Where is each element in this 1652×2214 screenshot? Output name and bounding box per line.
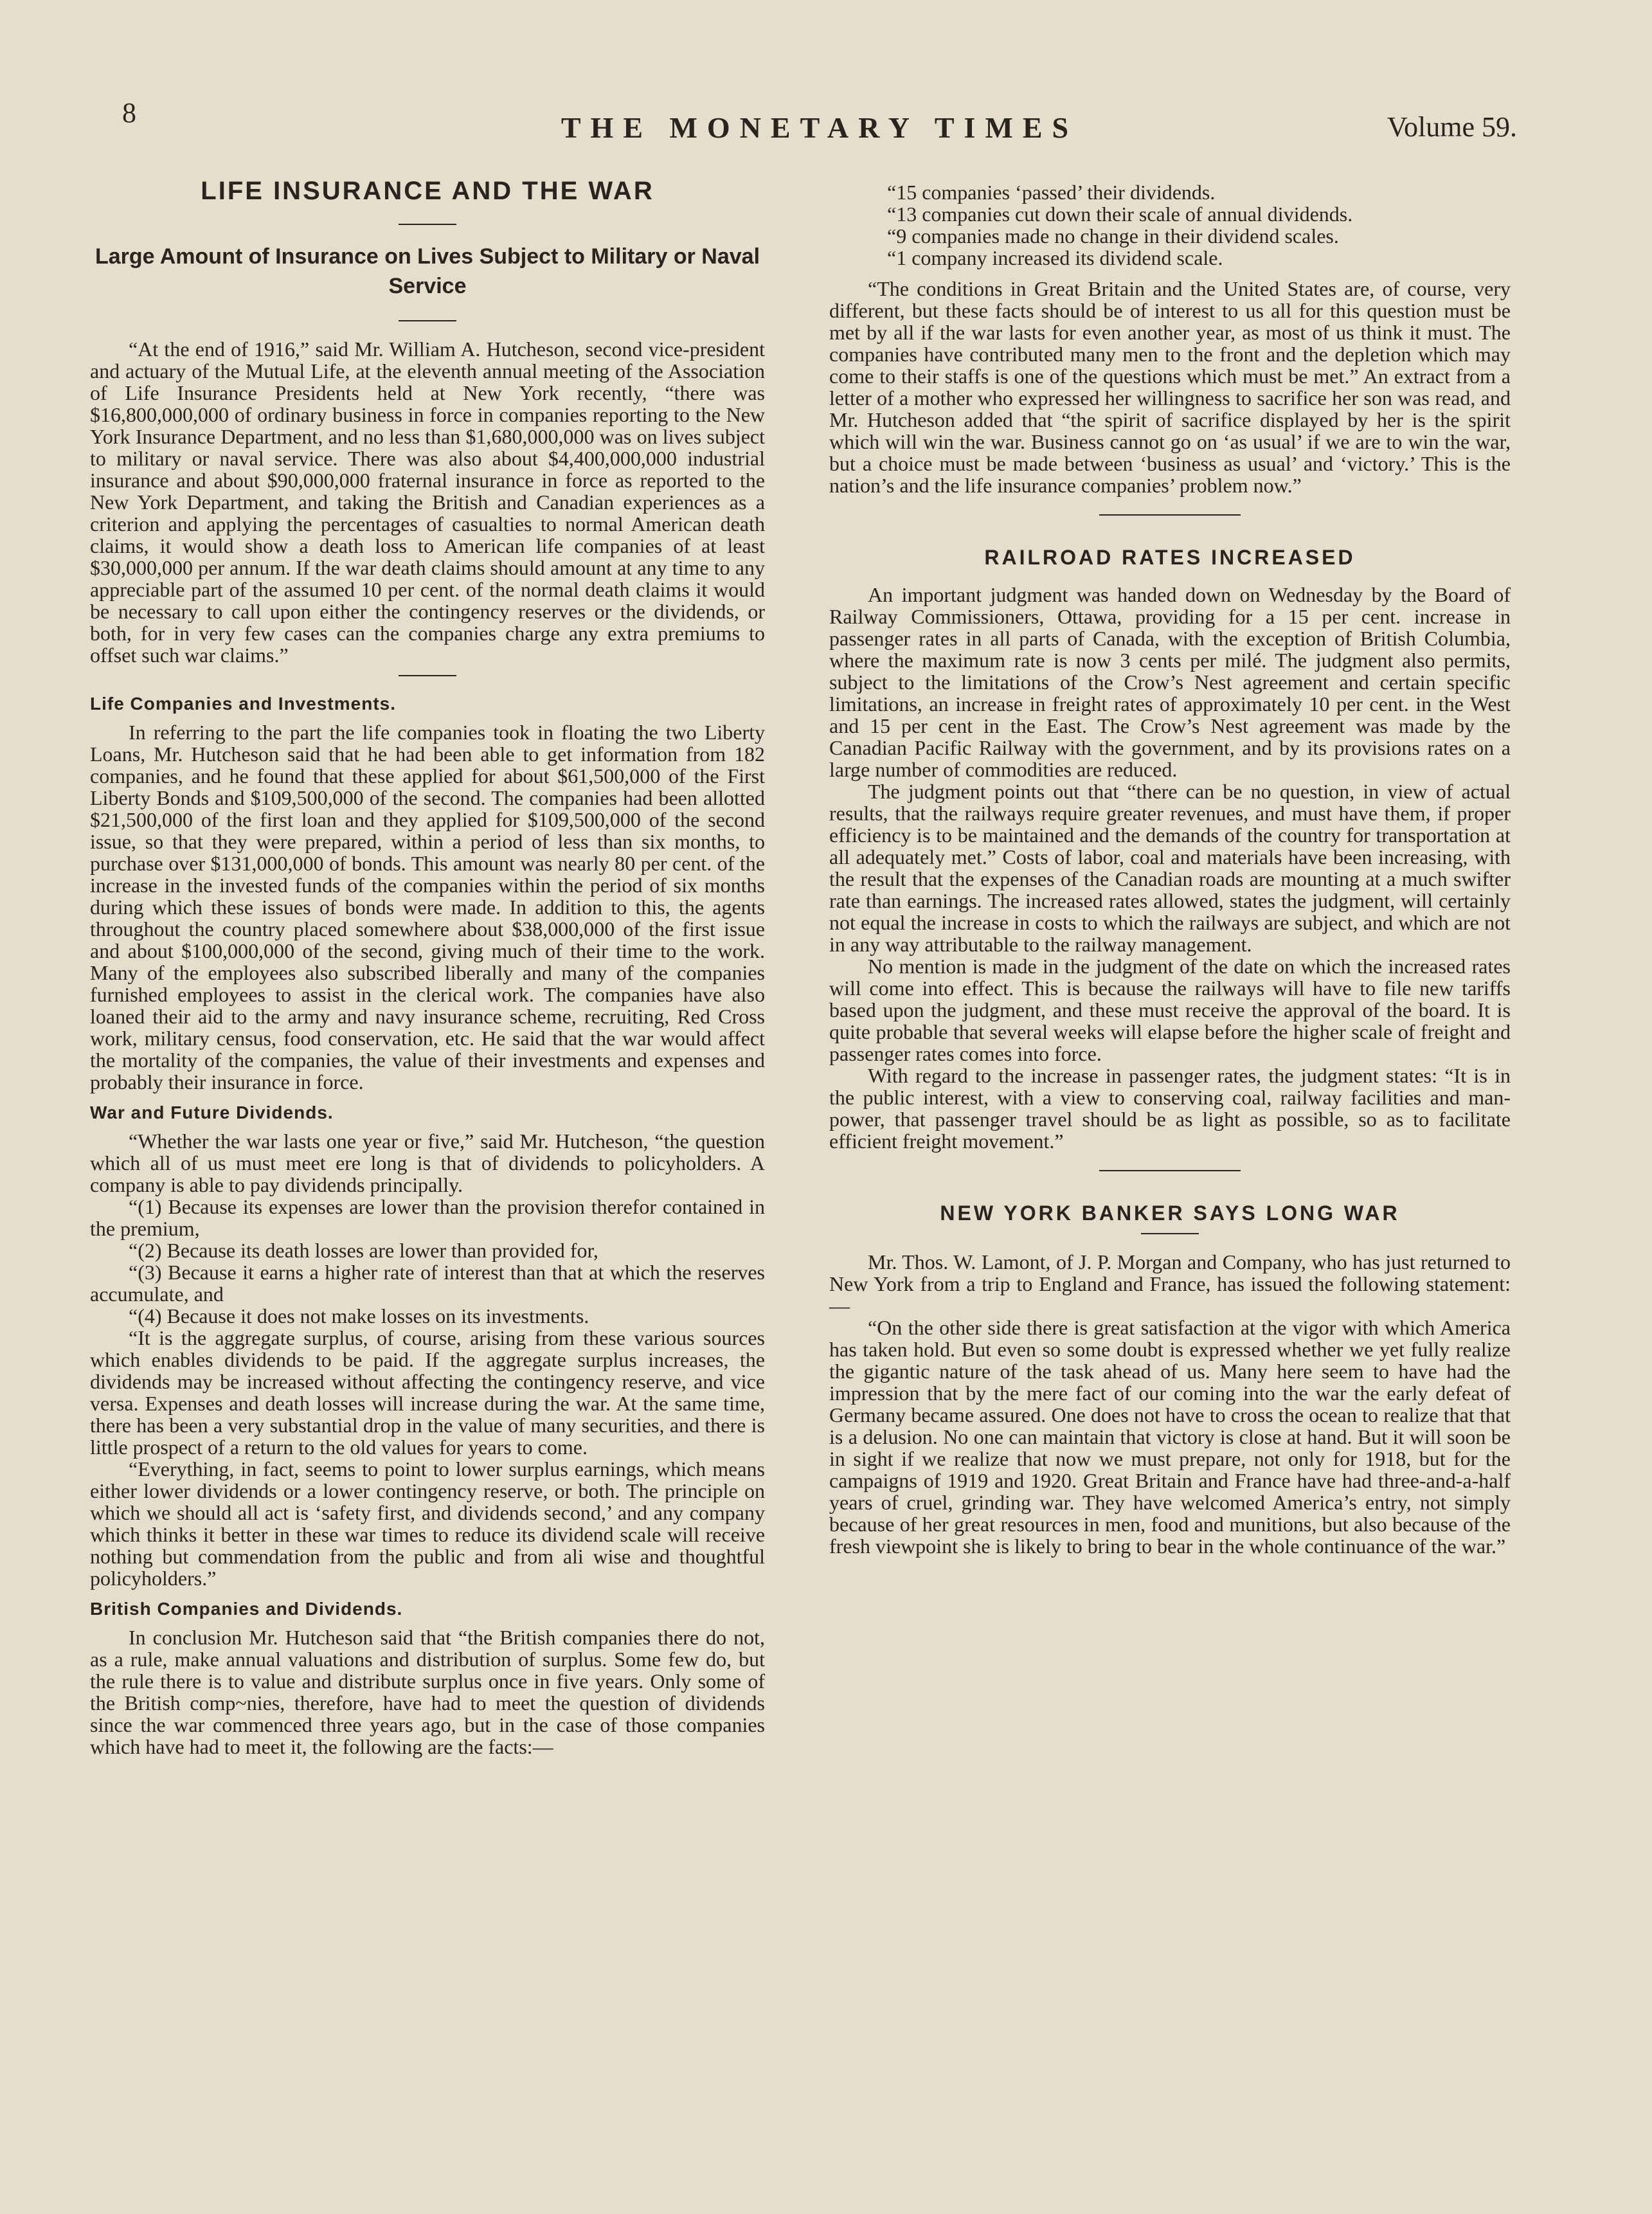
paragraph: “Whether the war lasts one year or five,” said Mr. Hutcheson, “the question which all of us must meet ere long is that of dividends to policyholders. A company is able to pay dividends principally. bbox=[90, 1130, 765, 1196]
list-item: “13 companies cut down their scale of annual dividends. bbox=[887, 203, 1353, 226]
paragraph: “(3) Because it earns a higher rate of interest than that at which the reserves accumulate, and bbox=[90, 1261, 765, 1306]
paragraph: With regard to the increase in passenger rates, the judgment states: “It is in the public interest, with a view to conserving coal, railway facilities and man-power, that passenger travel should be as light as possible, so as to facilitate efficient freight movement.” bbox=[829, 1064, 1511, 1153]
paragraph: In conclusion Mr. Hutcheson said that “the British companies there do not, as a rule, make annual valuations and distribution of surplus. Some few do, but the rule there is to value and distribute surplus once in five years. Only some of the British comp~nies, therefore, have had to meet the question of dividends since the war commenced three years ago, but in the case of those companies which have had to meet it, the following are the facts:— bbox=[90, 1626, 765, 1758]
paragraph: “On the other side there is great satisfaction at the vigor with which America has taken hold. But even so some doubt is expressed whether we yet fully realize the gigantic nature of the task ahead of us. Many here seem to have had the impression that by the mere fact of our coming into the war the early defeat of Germany became assured. One does not have to cross the ocean to realize that that is a delusion. No one can maintain that victory is close at hand. But it will soon be in sight if we realize that now we must prepare, not only for 1918, but for the campaigns of 1919 and 1920. Great Britain and France have had three-and-a-half years of cruel, grinding war. They have welcomed America’s entry, not simply because of her great resources in men, food and munitions, but also because of the fresh viewpoint she is likely to bring to bear in the whole continuance of the war.” bbox=[829, 1316, 1511, 1558]
list-item: “15 companies ‘passed’ their dividends. bbox=[887, 181, 1216, 204]
paragraph: “(2) Because its death losses are lower than provided for, bbox=[129, 1239, 598, 1262]
list-item: “1 company increased its dividend scale. bbox=[887, 246, 1223, 269]
article-title: LIFE INSURANCE AND THE WAR bbox=[201, 177, 654, 205]
paragraph: The judgment points out that “there can be no question, in view of actual results, that the railways require greater revenues, and must have them, if proper efficiency is to be maintained and the demands of the country for transportation at all adequately met.” Costs of labor, coal and materials have been increasing, with the result that the expenses of the Canadian roads are mounting at a much swifter rate than earnings. The increased rates allowed, states the judgment, will certainly not equal the increase in costs to which the railways are subject, and which are not in any way attributable to the railway management. bbox=[829, 780, 1511, 956]
article-title: RAILROAD RATES INCREASED bbox=[984, 546, 1356, 569]
subheading: British Companies and Dividends. bbox=[90, 1599, 403, 1619]
subheading: War and Future Dividends. bbox=[90, 1102, 334, 1122]
volume-label: Volume 59. bbox=[1387, 111, 1517, 143]
paragraph: “The conditions in Great Britain and the United States are, of course, very different, but these facts should be of interest to us all for this question must be met by all if the war lasts for even another year, as most of us think it must. The companies have contributed many men to the front and the depletion which may come to their staffs is one of the questions which must be met.” An extract from a letter of a mother who expressed her willingness to sacrifice her son was read, and Mr. Hutcheson added that “the spirit of sacrifice displayed by her is the spirit which will win the war. Business cannot go on ‘as usual’ if we are to win the war, but a choice must be made between ‘business as usual’ and ‘victory.’ This is the nation’s and the life insurance companies’ problem now.” bbox=[829, 277, 1511, 497]
publication-title: THE MONETARY TIMES bbox=[561, 111, 1079, 144]
list-item: “9 companies made no change in their dividend scales. bbox=[887, 224, 1339, 248]
paragraph: Mr. Thos. W. Lamont, of J. P. Morgan and Company, who has just returned to New York from a trip to England and France, has issued the following statement:— bbox=[829, 1250, 1511, 1317]
divider bbox=[1099, 1170, 1241, 1171]
paragraph: “(1) Because its expenses are lower than the provision therefor contained in the premium, bbox=[90, 1195, 765, 1240]
paragraph: In referring to the part the life companies took in floating the two Liberty Loans, Mr. Hutcheson said that he had been able to get information from 182 companies, and he found that these applied for about $61,500,000 of the First Liberty Bonds and $109,500,000 of the second. The companies had been allotted $21,500,000 of the first loan and they applied for $109,500,000 of the second issue, so that they were prepared, within a period of less than six months, to purchase over $131,000,000 of bonds. This amount was nearly 80 per cent. of the increase in the invested funds of the companies within the period of six months during which these issues of bonds were made. In addition to this, the agents throughout the country placed somewhere about $38,000,000 of the first issue and about $100,000,000 of the second, giving much of their time to the work. Many of the employees also subscribed liberally and many of the companies furnished employees to assist in the clerical work. The companies have also loaned their aid to the army and navy insurance scheme, recruiting, Red Cross work, military census, food conservation, etc. He said that the war would affect the mortality of the companies, the value of their investments and expenses and probably their insurance in force. bbox=[90, 721, 765, 1094]
divider bbox=[399, 320, 456, 321]
divider bbox=[1099, 514, 1241, 516]
divider bbox=[399, 675, 456, 676]
subheading: Life Companies and Investments. bbox=[90, 694, 396, 714]
page-number: 8 bbox=[122, 97, 136, 129]
paragraph: An important judgment was handed down on Wednesday by the Board of Railway Commissioners, Ottawa, providing for a 15 per cent. increase in passenger rates in all parts of Canada, with the exception of British Columbia, where the maximum rate is now 3 cents per milé. The judgment also permits, subject to the limitations of the Crow’s Nest agreement and certain specific limitations, an increase in freight rates of approximately 10 per cent. in the West and 15 per cent in the East. The Crow’s Nest agreement was made by the Canadian Pacific Railway with the government, and by its provisions rates on a large number of commodities are reduced. bbox=[829, 583, 1511, 781]
paragraph: “It is the aggregate surplus, of course, arising from these various sources which enables dividends to be paid. If the aggregate surplus increases, the dividends may be increased without affecting the contingency reserve, and vice versa. Expenses and death losses will increase during the war. At the same time, there has been a very substantial drop in the value of many securities, and there is little prospect of a return to the old values for years to come. bbox=[90, 1326, 765, 1459]
left-column bbox=[90, 174, 765, 1758]
right-column bbox=[829, 174, 1511, 1557]
article-title: NEW YORK BANKER SAYS LONG WAR bbox=[940, 1202, 1400, 1225]
divider bbox=[1141, 1233, 1199, 1234]
article-deck: Large Amount of Insurance on Lives Subject to Military or Naval Service bbox=[94, 244, 760, 298]
paragraph: “(4) Because it does not make losses on its investments. bbox=[129, 1304, 589, 1328]
divider bbox=[399, 224, 456, 225]
paragraph: “Everything, in fact, seems to point to lower surplus earnings, which means either lower dividends or a lower contingency reserve, or both. The principle on which we should all act is ‘safety first, and dividends second,’ and any company which thinks it better in these war times to reduce its dividend scale will receive nothing but commendation from the public and from ali wise and thoughtful policyholders.” bbox=[90, 1457, 765, 1590]
paragraph: No mention is made in the judgment of the date on which the increased rates will come into effect. This is because the railways will have to file new tariffs based upon the judgment, and these must receive the approval of the board. It is quite probable that several weeks will elapse before the higher scale of freight and passenger rates comes into force. bbox=[829, 955, 1511, 1065]
page-header bbox=[122, 96, 1517, 148]
paragraph: “At the end of 1916,” said Mr. William A. Hutcheson, second vice-president and actuary of the Mutual Life, at the eleventh annual meeting of the Association of Life Insurance Presidents held at New York recently, “there was $16,800,000,000 of ordinary business in force in companies reporting to the New York Insurance Department, and no less than $1,680,000,000 was on lives subject to military or naval service. There was also about $4,400,000,000 industrial insurance and about $90,000,000 fraternal insurance in force as reported to the New York Department, and taking the British and Canadian experiences as a criterion and applying the percentages of casualties to normal American death claims, it would show a death loss to American life companies of at least $30,000,000 per annum. If the war death claims should amount at any time to any appreciable part of the assumed 10 per cent. of the normal death claims it would be necessary to call upon either the contingency reserves or the dividends, or both, for in very few cases can the companies charge any extra premiums to offset such war claims.” bbox=[90, 338, 765, 667]
